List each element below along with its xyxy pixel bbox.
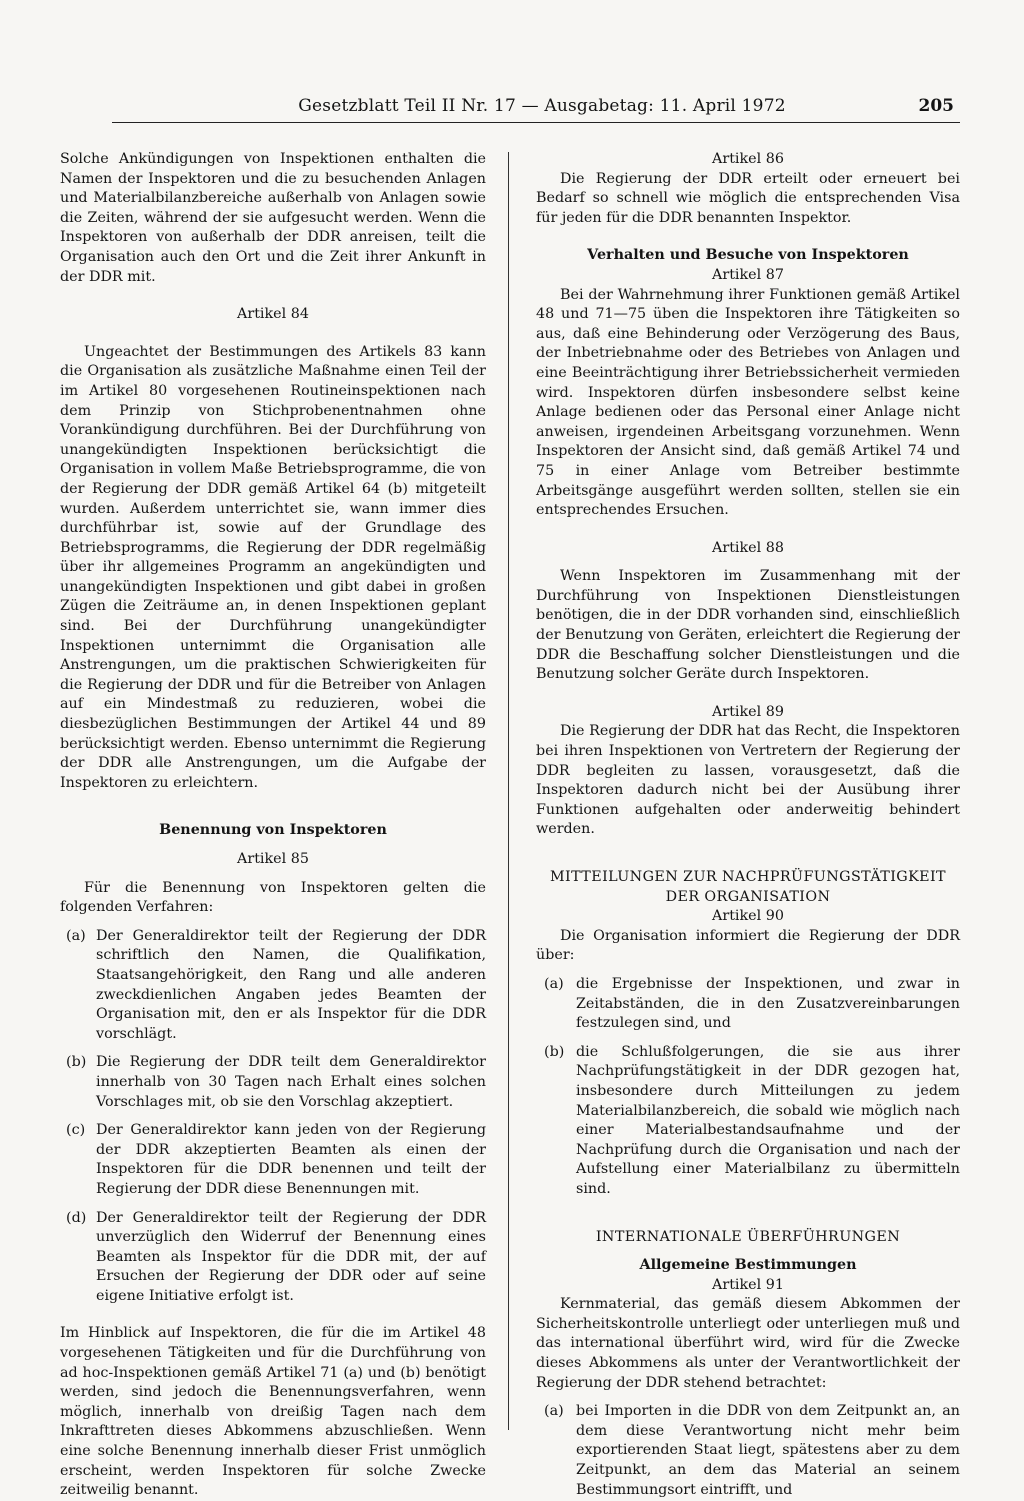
page-number: 205 — [918, 96, 954, 116]
article-90-title: Artikel 90 — [712, 908, 784, 925]
list-label: (c) — [66, 1122, 86, 1139]
list-text: Die Regierung der DDR teilt dem Generaldirektor innerhalb von 30 Tagen nach Erhalt eines solchen Vorschlages mit, ob sie den Vorschlag akzeptiert. — [96, 1054, 486, 1110]
list-item — [60, 1053, 486, 1112]
list-label: (a) — [544, 975, 564, 992]
list-item — [536, 1402, 960, 1500]
article-85-title: Artikel 85 — [237, 851, 309, 867]
list-item — [536, 975, 960, 1034]
article-89-title: Artikel 89 — [712, 703, 784, 720]
list-label: (a) — [66, 927, 86, 944]
list-item — [60, 1121, 486, 1199]
section-mitteilungen-line-2: DER ORGANISATION — [665, 888, 831, 905]
section-international: INTERNATIONALE ÜBERFÜHRUNGEN — [595, 1228, 901, 1245]
header-title: Gesetzblatt Teil II Nr. 17 — Ausgabetag: 11. April 1972 — [298, 96, 786, 116]
list-text: Der Generaldirektor kann jeden von der Regierung der DDR akzeptierten Beamten als einen der Inspektoren für die DDR benennen und teilt der Regierung der DDR diese Benennungen mit. — [96, 1122, 486, 1197]
list-item — [60, 1209, 486, 1307]
list-text: bei Importen in die DDR von dem Zeitpunkt an, an dem diese Verantwortung nicht mehr beim exportierenden Staat liegt, spätestens aber zu dem Zeitpunkt, an dem das Material an seinem Bestimmungsort eintrifft, und — [576, 1403, 960, 1498]
list-text: Der Generaldirektor teilt der Regierung der DDR schriftlich den Namen, die Qualifikation, Staatsangehörigkeit, den Rang und alle anderen zweckdienlichen Angaben jedes Beamten der Organisation mit, den er als Inspektor für die DDR vorschlägt. — [96, 927, 486, 1042]
column-divider — [508, 152, 509, 1430]
list-text: die Ergebnisse der Inspektionen, und zwar in Zeitabständen, die in den Zusatzvereinbarungen festzulegen sind, und — [576, 975, 960, 1032]
list-label: (d) — [66, 1209, 87, 1226]
list-label: (b) — [544, 1043, 565, 1060]
page-header — [112, 96, 960, 124]
right-column — [536, 150, 960, 1500]
section-allgemeine: Allgemeine Bestimmungen — [639, 1257, 857, 1274]
article-84-title: Artikel 84 — [237, 306, 309, 323]
section-mitteilungen-line-1: MITTEILUNGEN ZUR NACHPRÜFUNGSTÄTIGKEIT — [550, 869, 946, 885]
section-verhalten: Verhalten und Besuche von Inspektoren — [587, 247, 909, 264]
article-86-text: Die Regierung der DDR erteilt oder erneuert bei Bedarf so schnell wie möglich die entsprechenden Visa für jeden für die DDR benannten Inspektor. — [536, 170, 960, 226]
article-84-text: Ungeachtet der Bestimmungen des Artikels 83 kann die Organisation als zusätzliche Maßnahme einen Teil der im Artikel 80 vorgesehenen Routineinspektionen nach dem Prinzip von Stichprobenentnahmen ohne Vorankündigung durchführen. Bei der Durchführung von unangekündigten Inspektionen berücksichtigt die Organisation in vollem Maße Betriebsprogramme, die von der Regierung der DDR gemäß Artikel 64 (b) mitgeteilt wurden. Außerdem unterrichtet sie, wann immer dies durchführbar ist, sowie auf der Grundlage des Betriebsprogramms, die Regierung der DDR regelmäßig über ihr allgemeines Programm an angekündigten und unangekündigten Inspektionen und gibt dabei in großen Zügen die Zeiträume an, in denen Inspektionen geplant sind. Bei der Durchführung unangekündigter Inspektionen unternimmt die Organisation alle Anstrengungen, um die praktischen Schwierigkeiten für die Regierung der DDR und für die Betreiber von Anlagen auf ein Mindestmaß zu reduzieren, wobei die diesbezüglichen Bestimmungen der Artikel 44 und 89 berücksichtigt werden. Ebenso unternimmt die Regierung der DDR alle Anstrengungen, um die Aufgabe der Inspektoren zu erleichtern. — [60, 343, 486, 791]
article-85-intro: Für die Benennung von Inspektoren gelten die folgenden Verfahren: — [60, 879, 486, 916]
article-89-text: Die Regierung der DDR hat das Recht, die Inspektoren bei ihren Inspektionen von Vertretern der Regierung der DDR begleiten zu lassen, vorausgesetzt, daß die Inspektoren dadurch nicht bei der Ausübung ihrer Funktionen aufgehalten oder anderweitig behindert werden. — [536, 723, 960, 838]
intro-paragraph: Solche Ankündigungen von Inspektionen enthalten die Namen der Inspektoren und die zu besuchenden Anlagen und Materialbilanzbereiche außerhalb von Anlagen sowie die Zeiten, während der sie aufgesucht werden. Wenn die Inspektoren von außerhalb der DDR anreisen, teilt die Organisation auch den Ort und die Zeit ihrer Ankunft in der DDR mit. — [60, 151, 486, 285]
closing-paragraph: Im Hinblick auf Inspektoren, die für die im Artikel 48 vorgesehenen Tätigkeiten und für die Durchführung von ad hoc-Inspektionen gemäß Artikel 71 (a) und (b) benötigt werden, sind jedoch die Benennungsverfahren, wenn möglich, innerhalb von dreißig Tagen nach dem Inkrafttreten dieses Abkommens abzuschließen. Wenn eine solche Benennung innerhalb dieser Frist unmöglich erscheint, werden Inspektoren für solche Zwecke zeitweilig benannt. — [60, 1325, 486, 1499]
list-item — [536, 1043, 960, 1200]
header-rule — [112, 122, 960, 123]
article-90-intro: Die Organisation informiert die Regierung der DDR über: — [536, 927, 960, 964]
list-label: (b) — [66, 1054, 87, 1071]
article-88-title: Artikel 88 — [712, 539, 784, 556]
article-87-text: Bei der Wahrnehmung ihrer Funktionen gemäß Artikel 48 und 71—75 üben die Inspektoren ihre Tätigkeiten so aus, daß eine Behinderung oder Verzögerung des Baus, der Inbetriebnahme oder des Betriebes von Anlagen und eine Beeinträchtigung ihrer Betriebssicherheit vermieden wird. Inspektoren dürfen insbesondere selbst keine Anlage bedienen oder das Personal einer Anlage nicht anweisen, irgendeinen Arbeitsgang vorzunehmen. Wenn Inspektoren der Ansicht sind, daß gemäß Artikel 74 und 75 in einer Anlage vom Betreiber bestimmte Arbeitsgänge ausgeführt werden sollten, stellen sie ein entsprechendes Ersuchen. — [536, 286, 960, 519]
article-91-text: Kernmaterial, das gemäß diesem Abkommen der Sicherheitskontrolle unterliegt oder unterliegen muß und das international überführt wird, wird für die Zwecke dieses Abkommens als unter der Verantwortlichkeit der Regierung der DDR stehend betrachtet: — [536, 1296, 960, 1391]
list-item — [60, 927, 486, 1045]
article-91-title: Artikel 91 — [712, 1276, 784, 1293]
article-88-text: Wenn Inspektoren im Zusammenhang mit der Durchführung von Inspektionen Dienstleistungen benötigen, die in der DDR vorhanden sind, einschließlich der Benutzung von Geräten, erleichtert die Regierung der DDR die Beschaffung solcher Dienstleistungen und die Benutzung solcher Geräte durch Inspektoren. — [536, 568, 960, 683]
list-text: Der Generaldirektor teilt der Regierung der DDR unverzüglich den Widerruf der Benennung eines Beamten als Inspektor für die DDR mit, der auf Ersuchen der Regierung der DDR oder auf seine eigene Initiative erfolgt ist. — [96, 1209, 486, 1304]
left-column — [60, 150, 486, 1501]
section-benennung: Benennung von Inspektoren — [159, 822, 387, 839]
list-label: (a) — [544, 1403, 564, 1420]
article-86-title: Artikel 86 — [712, 151, 784, 167]
article-87-title: Artikel 87 — [712, 266, 784, 283]
list-text: die Schlußfolgerungen, die sie aus ihrer Nachprüfungstätigkeit in der DDR gezogen hat, insbesondere durch Mitteilungen zu jedem Materialbilanzbereich, die sobald wie möglich nach einer Materialbestandsaufnahme und der Nachprüfung durch die Organisation und nach der Aufstellung einer Materialbilanz zu übermitteln sind. — [576, 1043, 960, 1197]
